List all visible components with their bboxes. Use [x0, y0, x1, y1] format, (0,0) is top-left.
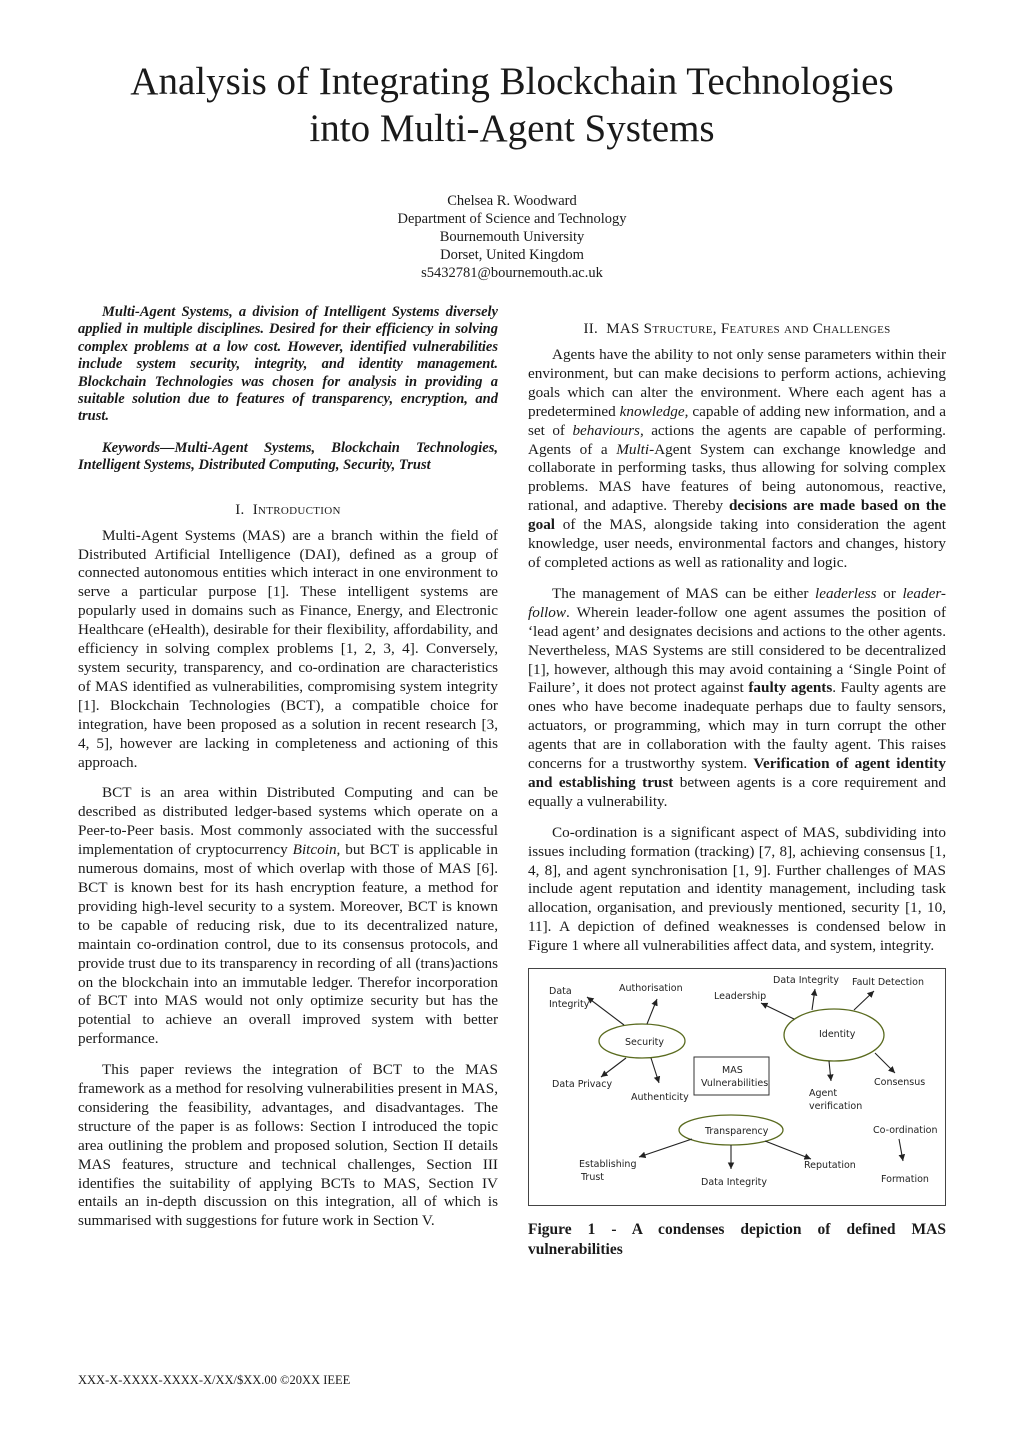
svg-text:Integrity: Integrity — [549, 999, 590, 1011]
paper-title — [60, 58, 964, 152]
author-email: s5432781@bournemouth.ac.uk — [421, 265, 603, 281]
label-data-integrity-top: Data Integrity — [773, 975, 840, 987]
author-name: Chelsea R. Woodward — [447, 193, 577, 209]
section-heading-mas-structure — [528, 320, 946, 338]
keywords: Keywords—Multi-Agent Systems, Blockchain Technologies, Intelligent Systems, Distributed Computing, Security, Trust — [78, 439, 498, 474]
label-coordination: Co-ordination — [873, 1125, 938, 1137]
mas-vulnerabilities-box — [694, 1057, 769, 1095]
label-security: Security — [625, 1037, 665, 1049]
label-authenticity: Authenticity — [631, 1092, 689, 1104]
label-authorisation: Authorisation — [619, 983, 683, 995]
label-vulnerabilities: Vulnerabilities — [701, 1078, 769, 1090]
section-number: I. — [235, 501, 245, 518]
title-line-1: Analysis of Integrating Blockchain Technologies — [130, 60, 894, 103]
label-formation: Formation — [881, 1174, 929, 1186]
author-university: Bournemouth University — [439, 229, 585, 245]
label-data-integrity-bottom: Data Integrity — [701, 1177, 768, 1189]
intro-paragraph-2: BCT is an area within Distributed Computing and can be described as distributed ledger-based systems which operate on a Peer-to-Peer basis. Most commonly associated with the successful implementation of cryptocurrency Bitcoin, but BCT is applicable in numerous domains, most of which overlap with those of MAS [6]. BCT is known best for its hash encryption feature, a method for providing high-level security to a system. Moreover, BCT is known to be capable of reducing risk, due to its decentralized nature, maintain co-ordination control, due to its consensus protocols, and provide trust due to its transparency in recording of all (trans)actions on the blockchain into an immutable ledger. Therefor incorporation of BCT into MAS would not only optimize security but has the potential to achieve an overall improved system with better performance. — [78, 784, 498, 1048]
figure-1-diagram — [528, 968, 946, 1206]
label-fault-detection: Fault Detection — [852, 977, 924, 989]
label-transparency: Transparency — [705, 1126, 769, 1138]
right-column — [528, 304, 946, 1260]
label-mas: MAS — [722, 1065, 743, 1077]
label-data-privacy: Data Privacy — [552, 1079, 613, 1091]
author-department: Department of Science and Technology — [397, 211, 627, 227]
left-column — [78, 304, 498, 1243]
section-title: Introduction — [252, 501, 341, 518]
abstract: Multi-Agent Systems, a division of Intelligent Systems diversely applied in multiple disciplines. Desired for their efficiency in solving complex problems at a low cost. However, identified vulnerabilities include system security, integrity, and identity management. Blockchain Technologies was chosen for analysis in providing a suitable solution due to features of transparency, encryption, and trust. — [78, 304, 498, 425]
label-identity: Identity — [819, 1029, 856, 1041]
label-agent: Agent — [809, 1088, 838, 1100]
label-trust: Trust — [581, 1172, 605, 1184]
intro-paragraph-3: This paper reviews the integration of BCT to the MAS framework as a method for resolving vulnerabilities present in MAS, considering the feasibility, advantages, and disadvantages. The structure of the paper is as follows: Section I introduced the topic area outlining the problem and proposed solution, Section II details MAS features, structure and technical challenges, Section III identifies the suitability of applying BCTs to MAS, Section IV entails an in-depth discussion on this integration, all of which is summarised with suggestions for future work in Section V. — [78, 1061, 498, 1230]
copyright-footer: XXX-X-XXXX-XXXX-X/XX/$XX.00 ©20XX IEEE — [78, 1373, 351, 1387]
mas-paragraph-3: Co-ordination is a significant aspect of MAS, subdividing into issues including formation (tracking) [7, 8], achieving consensus [1, 4, 8], and agent synchronisation [1, 9]. Further challenges of MAS include agent reputation and identity management, including task allocation, organisation, and previously mentioned, security [1, 10, 11]. A depiction of defined weaknesses is condensed below in Figure 1 where all vulnerabilities affect data, and system, integrity. — [528, 823, 946, 955]
label-consensus: Consensus — [874, 1077, 926, 1089]
mas-paragraph-2: The management of MAS can be either leaderless or leader-follow. Wherein leader-follow one agent assumes the position of ‘lead agent’ and designates decisions and actions to the other agents. Nevertheless, MAS Systems are still considered to be decentralized [1], however, although this may avoid containing a ‘Single Point of Failure’, it does not protect against faulty agents. Faulty agents are ones who have become inadequate perhaps due to faulty sensors, actuators, or programming, which may in turn corrupt the other agents that are in collaboration with the faulty agent. This raises concerns for a trustworthy system. Verification of agent identity and establishing trust between agents is a core requirement and equally a vulnerability. — [528, 584, 947, 810]
label-leadership: Leadership — [714, 991, 767, 1003]
title-line-2: into Multi-Agent Systems — [309, 107, 715, 150]
author-location: Dorset, United Kingdom — [440, 247, 584, 263]
section-heading-introduction — [78, 501, 498, 519]
label-reputation: Reputation — [804, 1160, 856, 1172]
author-block — [262, 192, 762, 282]
vulnerability-diagram — [529, 969, 945, 1205]
section-number: II. — [583, 321, 599, 337]
figure-caption: Figure 1 - A condenses depiction of defined MAS vulnerabilities — [528, 1221, 946, 1259]
section-title: MAS Structure, Features and Challenges — [606, 321, 891, 337]
intro-paragraph-1: Multi-Agent Systems (MAS) are a branch within the field of Distributed Artificial Intelligence (DAI), defined as a group of connected autonomous entities which interact in one environment to serve a particular purpose [1]. These intelligent systems are popularly used in domains such as Finance, Energy, and Electronic Healthcare (eHealth), desirable for their flexibility, affordability, and efficiency in solving complex problems [1, 2, 3, 4]. Conversely, system security, transparency, and co-ordination are characteristics of MAS identified as vulnerabilities, compromising system integrity [1]. Blockchain Technologies (BCT), a compatible choice for integration, have been proposed as a solution in recent research [3, 4, 5], however are lacking in completeness and actioning of this approach. — [78, 526, 498, 771]
label-verification: verification — [809, 1101, 863, 1113]
mas-paragraph-1: Agents have the ability to not only sense parameters within their environment, but can make decisions to perform actions, achieving goals which can alter the environment. Where each agent has a predetermined knowledge, capable of adding new information, and a set of behaviours, actions the agents are capable of performing. Agents of a Multi-Agent System can exchange knowledge and collaborate in performing tasks, thus allowing for solving complex problems. MAS have features of being autonomous, reactive, rational, and adaptive. Thereby decisions are made based on the goal of the MAS, alongside taking into consideration the agent knowledge, user needs, environmental factors and changes, history of completed actions as well as rationality and logic. — [528, 346, 946, 571]
label-data-integrity-top-left: Data — [549, 986, 572, 998]
label-establishing: Establishing — [579, 1159, 637, 1171]
